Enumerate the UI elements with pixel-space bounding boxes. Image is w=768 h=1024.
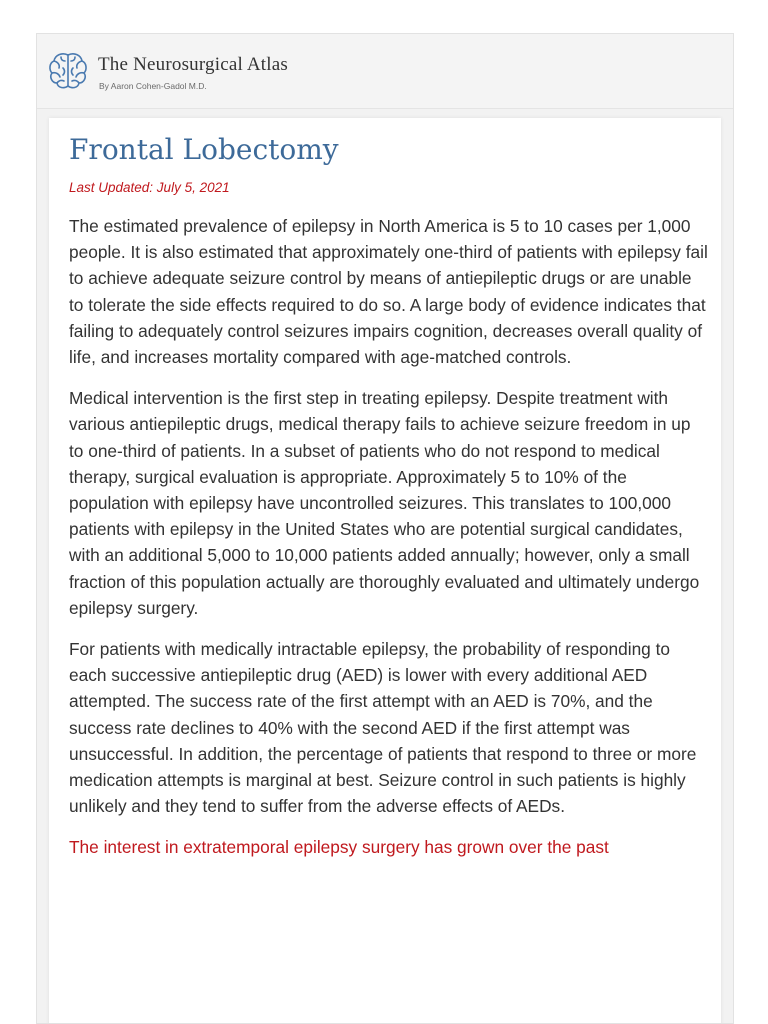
paragraph: For patients with medically intractable epilepsy, the probability of responding to each successive antiepileptic drug (AED) is lower with every additional AED attempted. The success rate of the first attempt with an AED is 70%, and the success rate declines to 40% with the second AED if the first attempt was unsuccessful. In addition, the percentage of patients that respond to three or more medication attempts is marginal at best. Seizure control in such patients is highly unlikely and they tend to suffer from the adverse effects of AEDs. [69, 639, 697, 817]
site-title[interactable]: The Neurosurgical Atlas [98, 54, 288, 75]
article-body [69, 213, 709, 876]
highlight-paragraph: The interest in extratemporal epilepsy surgery has grown over the past [69, 837, 609, 858]
article-title: Frontal Lobectomy [69, 133, 339, 166]
site-byline: By Aaron Cohen-Gadol M.D. [99, 81, 207, 91]
last-updated: Last Updated: July 5, 2021 [69, 180, 230, 195]
article-card [49, 118, 721, 1024]
site-header [37, 34, 733, 109]
document-frame [36, 33, 734, 1024]
paragraph: Medical intervention is the first step in treating epilepsy. Despite treatment with various antiepileptic drugs, medical therapy fails to achieve seizure freedom in up to one-third of patients. In a subset of patients who do not respond to medical therapy, surgical evaluation is appropriate. Approximately 5 to 10% of the population with epilepsy have uncontrolled seizures. This translates to 100,000 patients with epilepsy in the United States who are potential surgical candidates, with an additional 5,000 to 10,000 patients added annually; however, only a small fraction of this population actually are thoroughly evaluated and ultimately undergo epilepsy surgery. [69, 388, 700, 618]
brain-icon[interactable] [46, 49, 90, 93]
paragraph: The estimated prevalence of epilepsy in North America is 5 to 10 cases per 1,000 people. It is also estimated that approximately one-third of patients with epilepsy fail to achieve adequate seizure control by means of antiepileptic drugs or are unable to tolerate the side effects required to do so. A large body of evidence indicates that failing to adequately control seizures impairs cognition, decreases overall quality of life, and increases mortality compared with age-matched controls. [69, 216, 708, 368]
